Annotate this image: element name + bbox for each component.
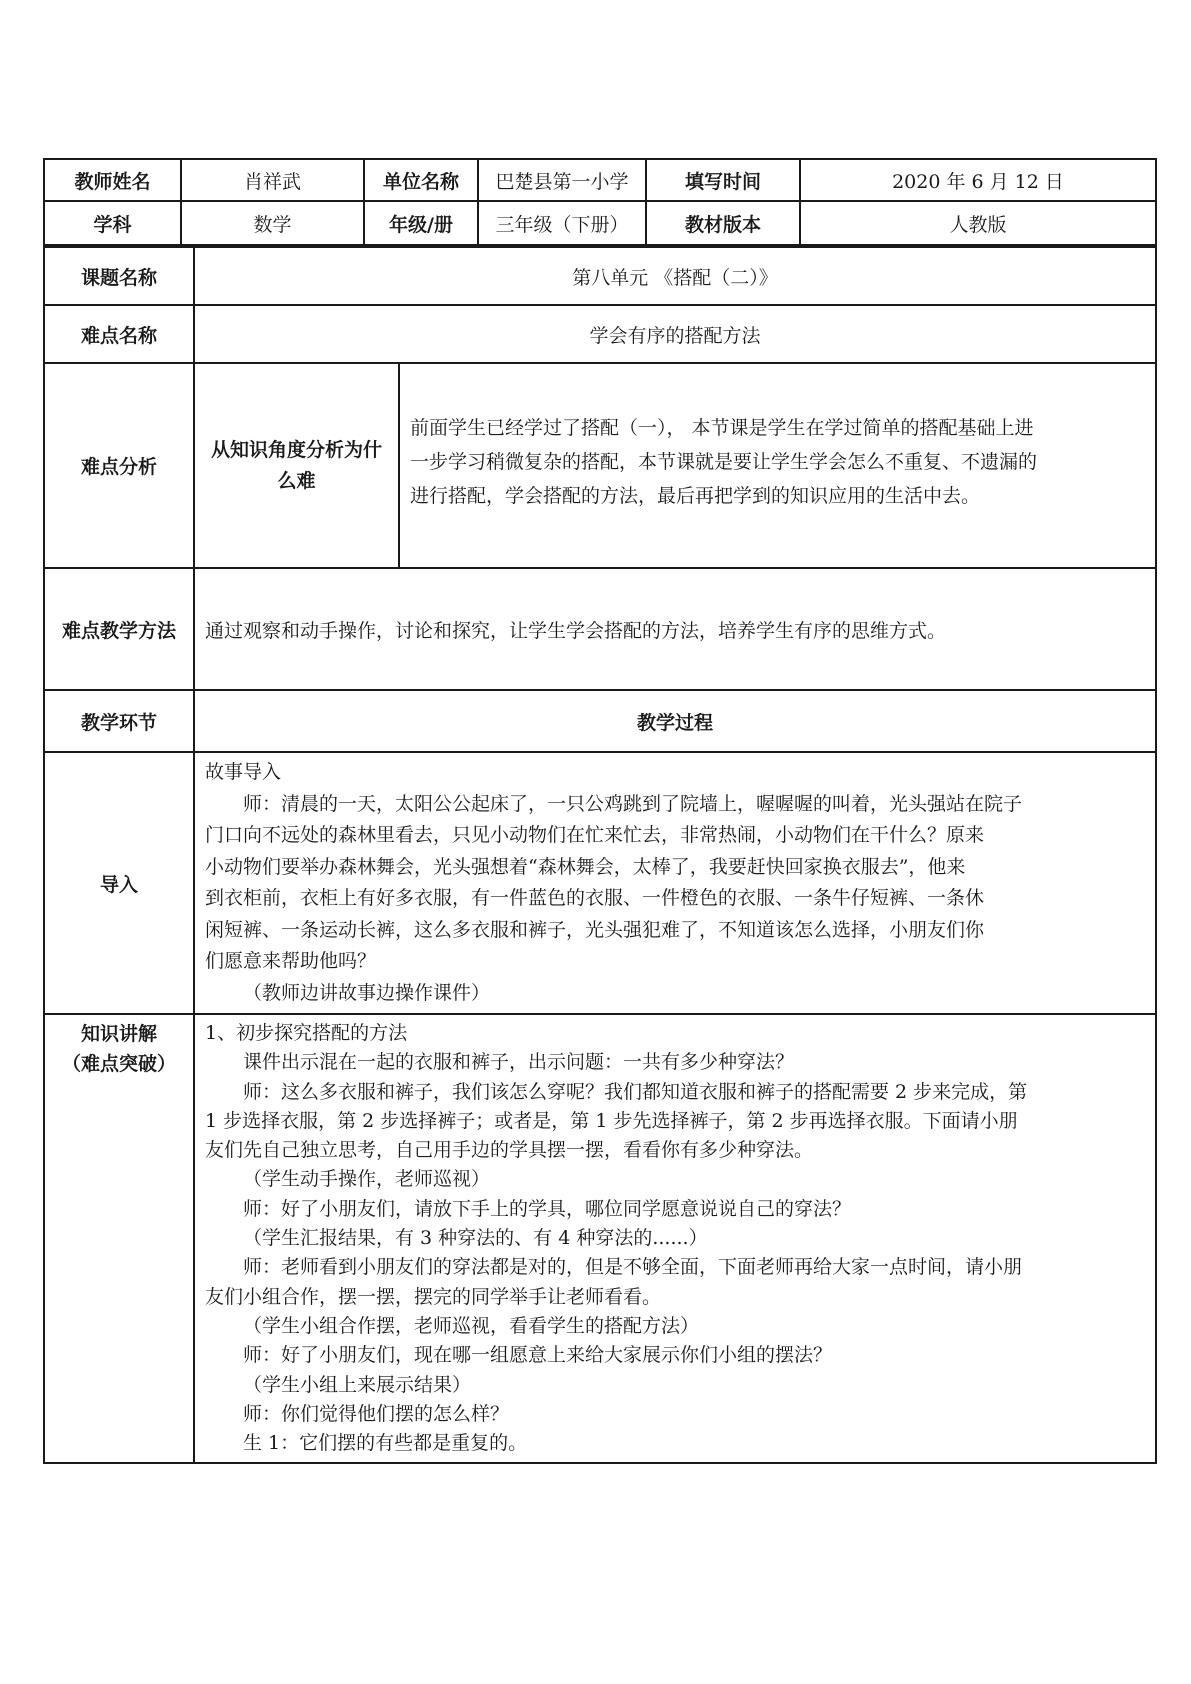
intro-line: 们愿意来帮助他吗？ — [205, 950, 377, 972]
knowledge-line: 师：老师看到小朋友们的穿法都是对的，但是不够全面，下面老师再给大家一点时间，请小朋 — [243, 1256, 1023, 1279]
grade-label: 年级/册 — [364, 201, 478, 245]
header-table — [43, 158, 1157, 246]
unit-name-label: 单位名称 — [364, 159, 478, 201]
intro-label: 导入 — [44, 752, 194, 1014]
subject-value: 数学 — [181, 201, 364, 245]
analysis-label: 难点分析 — [44, 363, 194, 568]
method-value: 通过观察和动手操作，讨论和探究，让学生学会搭配的方法，培养学生有序的思维方式。 — [194, 568, 1156, 690]
process-section-label: 教学环节 — [44, 690, 194, 752]
method-label: 难点教学方法 — [44, 568, 194, 690]
fill-date-value: 2020 年 6 月 12 日 — [800, 159, 1156, 201]
analysis-line: 进行搭配，学会搭配的方法，最后再把学到的知识应用的生活中去。 — [410, 484, 981, 507]
knowledge-line: 1、初步探究搭配的方法 — [205, 1022, 408, 1044]
knowledge-line: 师：你们觉得他们摆的怎么样？ — [243, 1402, 510, 1425]
intro-line: 闲短裤、一条运动长裤，这么多衣服和裤子，光头强犯难了，不知道该怎么选择，小朋友们你 — [205, 918, 985, 941]
textbook-value: 人教版 — [800, 201, 1156, 245]
analysis-sub-label: 从知识角度分析为什么难 — [194, 363, 399, 568]
knowledge-line: 师：好了小朋友们，现在哪一组愿意上来给大家展示你们小组的摆法？ — [243, 1344, 833, 1367]
teacher-name-value: 肖祥武 — [181, 159, 364, 201]
difficulty-value: 学会有序的搭配方法 — [194, 305, 1156, 363]
teacher-name-label: 教师姓名 — [44, 159, 181, 201]
knowledge-label-line2: （难点突破） — [61, 1053, 176, 1075]
knowledge-line: 师：这么多衣服和裤子，我们该怎么穿呢？我们都知道衣服和裤子的搭配需要 2 步来完成，第 — [243, 1080, 1028, 1103]
analysis-line: 一步学习稍微复杂的搭配，本节课就是要让学生学会怎么不重复、不遗漏的 — [410, 450, 1038, 473]
knowledge-line: 1 步选择衣服，第 2 步选择裤子；或者是，第 1 步先选择裤子，第 2 步再选择衣服。下面请小朋 — [205, 1109, 1018, 1132]
analysis-text — [399, 363, 1156, 568]
analysis-line: 前面学生已经学过了搭配（一）， 本节课是学生在学过简单的搭配基础上进 — [410, 416, 1034, 439]
knowledge-text — [194, 1014, 1156, 1463]
knowledge-line: （学生汇报结果，有 3 种穿法的、有 4 种穿法的......） — [243, 1227, 708, 1250]
lesson-table — [43, 246, 1157, 1464]
knowledge-line: （学生小组合作摆，老师巡视，看看学生的搭配方法） — [243, 1314, 700, 1337]
intro-line: 门口向不远处的森林里看去，只见小动物们在忙来忙去，非常热闹，小动物们在干什么？原来 — [205, 824, 985, 846]
unit-name-value: 巴楚县第一小学 — [478, 159, 646, 201]
textbook-label: 教材版本 — [646, 201, 800, 245]
knowledge-line: （学生动手操作，老师巡视） — [243, 1168, 491, 1191]
knowledge-line: 师：好了小朋友们，请放下手上的学具，哪位同学愿意说说自己的穿法？ — [243, 1197, 852, 1220]
subject-label: 学科 — [44, 201, 181, 245]
intro-line: 故事导入 — [205, 761, 282, 783]
knowledge-line: 课件出示混在一起的衣服和裤子，出示问题：一共有多少种穿法？ — [243, 1051, 795, 1074]
knowledge-line: 友们先自己独立思考，自己用手边的学具摆一摆，看看你有多少种穿法。 — [205, 1139, 814, 1162]
grade-value: 三年级（下册） — [478, 201, 646, 245]
fill-date-label: 填写时间 — [646, 159, 800, 201]
intro-line: （教师边讲故事边操作课件） — [243, 981, 491, 1004]
topic-label: 课题名称 — [44, 247, 194, 305]
intro-line: 师：清晨的一天，太阳公公起床了，一只公鸡跳到了院墙上，喔喔喔的叫着，光头强站在院子 — [243, 792, 1023, 815]
knowledge-line: 生 1：它们摆的有些都是重复的。 — [243, 1432, 528, 1455]
topic-value: 第八单元 《搭配（二）》 — [194, 247, 1156, 305]
difficulty-label: 难点名称 — [44, 305, 194, 363]
intro-line: 小动物们要举办森林舞会，光头强想着“森林舞会，太棒了，我要赶快回家换衣服去”，他来 — [205, 855, 966, 878]
process-header: 教学过程 — [194, 690, 1156, 752]
knowledge-label-line1: 知识讲解 — [80, 1023, 157, 1045]
knowledge-label — [44, 1014, 194, 1463]
intro-text — [194, 752, 1156, 1014]
knowledge-line: 友们小组合作，摆一摆，摆完的同学举手让老师看看。 — [205, 1285, 662, 1308]
knowledge-line: （学生小组上来展示结果） — [243, 1373, 472, 1396]
intro-line: 到衣柜前，衣柜上有好多衣服，有一件蓝色的衣服、一件橙色的衣服、一条牛仔短裤、一条休 — [205, 887, 985, 909]
